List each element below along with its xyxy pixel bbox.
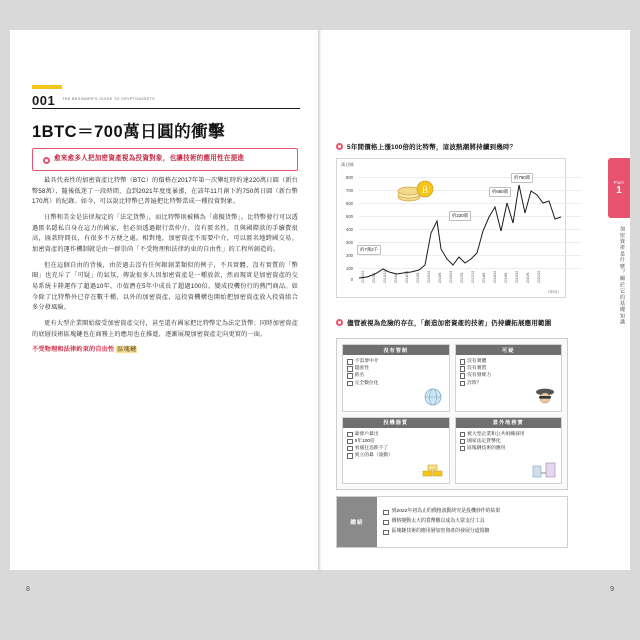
- item-label: 看漲狂追跌不了: [354, 445, 389, 451]
- globe-icon: [421, 386, 445, 408]
- chart-x-axis-note: （年/月）: [545, 290, 561, 294]
- x-tick-7: 2016/6: [438, 272, 442, 283]
- summary-item-label: 價格變動太大的貨幣難以成為大眾支付工具: [391, 518, 485, 524]
- x-tick-2: 2013/12: [383, 270, 387, 283]
- y-tick-300: 300: [346, 240, 353, 245]
- x-tick-12: 2018/12: [493, 270, 497, 283]
- quadrant-4-header: 意外地務實: [456, 418, 562, 428]
- list-item: [460, 372, 558, 379]
- price-line-series: [359, 173, 565, 279]
- x-tick-15: 2020/6: [526, 272, 530, 283]
- quadrant-suspicious: [455, 344, 563, 412]
- y-tick-800: 800: [346, 175, 353, 180]
- summary-item: [383, 519, 561, 526]
- page-title: 1BTC＝700萬日圓的衝擊: [32, 123, 226, 141]
- checkbox-icon: [383, 510, 389, 516]
- chart-annotation-4: 約750萬: [511, 173, 533, 183]
- checkbox-icon: [460, 432, 466, 438]
- quadrant-2-header: 可疑: [456, 345, 562, 355]
- chart-annotation-2: 約220萬: [449, 211, 471, 221]
- price-chart: [336, 158, 566, 298]
- lead-callout: [32, 148, 298, 171]
- summary-item-label: 區塊鏈技術的應用層加密資產的發展分道揚鑣: [391, 528, 490, 534]
- item-label: 暴發戶暴出: [354, 431, 379, 437]
- quadrant-speculative: [342, 417, 450, 485]
- gold-icon: [421, 460, 445, 480]
- paragraph-2: 日幣和美金是法律規定的「法定貨幣」，而比特幣則被稱為「虛擬貨幣」。比特幣發行可以透過匿名隱私自身在這力的國家，但必須透過銀行當仲介，沒有匿名性，且與國際款的手續費很高，匯款時間長，有很多不方便之處。相對地，加密資產不需要中介，可以匿名地跨國交易。加密資產的運作機制就是由一群崇尚「不受物理和法律約束的自由性」的工程所創造的。: [32, 213, 298, 253]
- item-label: 5年100倍: [354, 438, 375, 444]
- item-label: 異立的暴（波動）: [354, 453, 393, 459]
- paragraph-1: 最具代表性的加密資產比特幣（BTC）的價格在2017年第一次攀紅時約達220萬日圓（新台幣58萬），隨後低迷了一段時間，直到2021年度度暴漲，在該年11月創下約750萬日圓（新台幣170萬）的紀錄。如今，可以說比特幣已普遍把比特幣當成一種投資對象。: [32, 177, 298, 206]
- x-tick-3: 2014/6: [394, 272, 398, 283]
- list-item: [460, 358, 558, 365]
- item-label: 被大型企業和公共組織採用: [467, 431, 525, 437]
- quadrant-no-regulation: [342, 344, 450, 412]
- checkbox-icon: [460, 381, 466, 387]
- summary-item-label: 到2022年初為止的價格波動終究是投機炒作的結果: [391, 508, 501, 514]
- section-2-title: 儘管被視為危險的存在，「創造加密資產的技術」仍持續拓展應用範圍: [347, 320, 552, 327]
- checkbox-icon: [347, 359, 353, 365]
- list-item: [347, 372, 445, 379]
- y-tick-0: 0: [350, 277, 353, 282]
- highlight-marker-text: 區塊鏈: [117, 346, 137, 354]
- chapter-number: 001: [32, 93, 56, 108]
- x-tick-4: 2014/12: [405, 270, 409, 283]
- checkbox-icon: [347, 439, 353, 445]
- handshake-icon: [531, 460, 557, 480]
- chart-annotation-3: 約660萬: [489, 187, 511, 197]
- list-item: [347, 358, 445, 365]
- page-number-right: 9: [610, 586, 614, 593]
- y-tick-600: 600: [346, 201, 353, 206]
- list-item: [460, 365, 558, 372]
- list-item: [460, 431, 558, 438]
- item-label: 沒有實體: [467, 359, 487, 364]
- inline-highlight-red: [32, 345, 298, 356]
- chapter-divider: [32, 108, 300, 109]
- x-tick-10: 2017/12: [471, 270, 475, 283]
- x-tick-16: 2020/12: [537, 270, 541, 283]
- bullet-dot-icon: [43, 157, 50, 164]
- item-label: 沒有發實力: [467, 373, 492, 379]
- item-label: 匿名: [354, 373, 365, 379]
- list-item: [347, 365, 445, 372]
- x-tick-0: 2012/12: [361, 270, 365, 283]
- item-label: 國家法定貨幣化: [467, 438, 501, 444]
- item-label: 完全數位化: [354, 380, 379, 386]
- bullet-dot-icon: [336, 319, 343, 326]
- item-label: 隱匿性: [354, 366, 369, 372]
- quadrant-practical: [455, 417, 563, 485]
- svg-text:B: B: [421, 185, 429, 195]
- summary-item: [383, 529, 561, 536]
- chapter-subtitle-en: THE BEGINNER'S GUIDE TO CRYPTOASSETS: [62, 97, 155, 101]
- list-item: [347, 445, 445, 452]
- checkbox-icon: [347, 453, 353, 459]
- part-side-title: 加密資產是什麼？關於它的基礎知識: [619, 226, 625, 326]
- checkbox-icon: [383, 520, 389, 526]
- list-item: [347, 438, 445, 445]
- checkbox-icon: [347, 446, 353, 452]
- section-1-header: [336, 142, 566, 155]
- summary-label: 總結: [337, 497, 377, 547]
- four-quadrant-table: [336, 338, 568, 490]
- item-label: 沒有實質: [467, 366, 487, 372]
- y-tick-100: 100: [346, 266, 353, 271]
- part-label: Part: [613, 180, 625, 185]
- x-tick-5: 2015/6: [416, 272, 420, 283]
- part-tab: [608, 158, 630, 218]
- y-tick-400: 400: [346, 227, 353, 232]
- right-page: [322, 30, 630, 593]
- x-tick-13: 2019/6: [504, 272, 508, 283]
- checkbox-icon: [383, 530, 389, 536]
- body-column: [32, 176, 298, 361]
- item-label: 區塊鏈技術的應用: [467, 445, 506, 451]
- lead-text: 愈來愈多人把加密資產視為投資對象，也讓技術的應用性在提進: [54, 155, 245, 162]
- x-tick-6: 2015/12: [427, 270, 431, 283]
- checkbox-icon: [347, 381, 353, 387]
- checkbox-icon: [460, 373, 466, 379]
- section-1-title: 5年間價格上漲100倍的比特幣，這波熱潮將持續到幾時？: [347, 144, 517, 151]
- chapter-header: [32, 85, 302, 107]
- highlight-red-text: 不受物理和法律約束的自由性: [32, 346, 115, 354]
- part-number: 1: [616, 185, 622, 196]
- spy-icon: [533, 386, 557, 408]
- quadrant-1-header: 沒有管制: [343, 345, 449, 355]
- section-2-header: [336, 318, 568, 331]
- summary-box: [336, 496, 568, 548]
- paragraph-3: 但在這個自由的背後，由於過去沒有任何銀創業類似的例子，不具實體、沒有實質的「幣圈」也充斥了「可疑」的氣氛，傳說很多人因加密資產是一種放款，然而現實是加密資產的交易系統卡陸運作了超過10年，市值潛在5年中成長了超過100倍，變成投機份行的熱門商品。如今除了比特幣外已存在數千種，以外的加密資產，這投資機構也開始把加密資產放入投資組合多分發風險。: [32, 261, 298, 312]
- chapter-accent-bar: [32, 85, 62, 89]
- chart-y-axis-label: 萬日圓: [341, 162, 354, 167]
- list-item: [347, 452, 445, 459]
- x-tick-9: 2017/6: [460, 272, 464, 283]
- checkbox-icon: [460, 366, 466, 372]
- bullet-dot-icon: [336, 143, 343, 150]
- checkbox-icon: [347, 432, 353, 438]
- quadrant-3-header: 投機器質: [343, 418, 449, 428]
- list-item: [460, 438, 558, 445]
- left-page: [10, 30, 320, 593]
- checkbox-icon: [347, 366, 353, 372]
- checkbox-icon: [460, 446, 466, 452]
- chart-annotation-1: 約7萬2千: [357, 245, 381, 255]
- x-tick-11: 2018/6: [482, 272, 486, 283]
- x-tick-14: 2019/12: [515, 270, 519, 283]
- list-item: [347, 431, 445, 438]
- x-tick-1: 2013/6: [372, 272, 376, 283]
- summary-item: [383, 509, 561, 516]
- item-label: 不需要中介: [354, 359, 379, 364]
- y-tick-500: 500: [346, 214, 353, 219]
- item-label: 詐欺？: [467, 380, 482, 386]
- y-tick-200: 200: [346, 253, 353, 258]
- checkbox-icon: [460, 359, 466, 365]
- checkbox-icon: [347, 373, 353, 379]
- page-number-left: 8: [26, 586, 30, 593]
- paragraph-4: 更有大型企業開始接受加密資產交付，甚至還有國家把比特幣定為法定貨幣；同時加密資產的底層技術區塊鏈也在商務上的應用也在推進，逐漸展現加密資產走向更實的一面。: [32, 319, 298, 338]
- checkbox-icon: [460, 439, 466, 445]
- x-tick-8: 2016/12: [449, 270, 453, 283]
- list-item: [460, 445, 558, 452]
- y-tick-700: 700: [346, 188, 353, 193]
